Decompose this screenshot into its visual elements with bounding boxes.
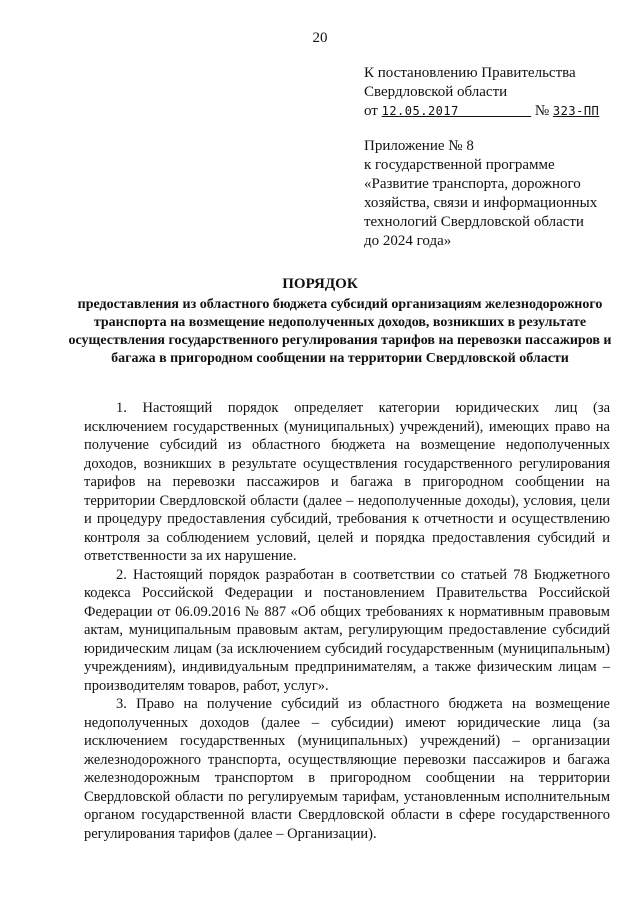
paragraph-2: 2. Настоящий порядок разработан в соответствии со статьей 78 Бюджетного кодекса Российской Федерации и постановлением Правительства Российской Федерации от 06.09.2016 № 887 «Об общих требованиях к нормативным правовым актам, муниципальным правовым актам, регулирующим предоставление субсидий юридическим лицам (за исключением субсидий государственным (муниципальным) учреждениям), индивидуальным предпринимателям, а также физическим лицам – производителям товаров, работ, услуг». [84,566,610,694]
resolution-date-line [364,102,614,121]
paragraph-3: 3. Право на получение субсидий из областного бюджета на возмещение недополученных доходов (далее – субсидии) имеют юридические лица (за исключением государственных (муниципальных) учреждений) – организации железнодорожного транспорта, осуществляющие перевозки пассажиров и багажа железнодорожным транспортом в пригородном сообщении на территории Свердловской области по регулируемым тарифам, установленным исполнительным органом государственной власти Свердловской области в сфере государственного регулирования тарифов (далее – Организации). [84,696,610,842]
appendix-line: технологий Свердловской области [364,214,584,230]
page-number: 20 [312,30,328,46]
paragraph-1: 1. Настоящий порядок определяет категории юридических лиц (за исключением государственных (муниципальных) учреждений), имеющих право на получение субсидий из областного бюджета на возмещение недополученных доходов, возникших в результате осуществления государственного регулирования тарифов на перевозки пассажиров и багажа в пригородном сообщении на территории Свердловской области (далее – недополученные доходы), условия, цели и процедуру предоставления субсидий, требования к отчетности и осуществлению контроля за соблюдением условий, целей и порядка предоставления субсидий и ответственности за их нарушение. [84,400,610,564]
document-subtitle: предоставления из областного бюджета субсидий организациям железнодорожного транспорта на возмещение недополученных доходов, возникших в результате осуществления государственного регулирования тарифов на перевозки пассажиров и багажа в пригородном сообщении на территории Свердловской области [68,297,612,366]
resolution-date: 12.05.2017 [381,104,459,118]
document-title: ПОРЯДОК [282,276,358,292]
appendix-line: к государственной программе [364,157,555,173]
appendix-line: до 2024 года» [364,233,452,249]
number-prefix: № [534,103,550,119]
appendix-reference [364,137,624,251]
resolution-line-2: Свердловской области [364,84,508,100]
date-prefix: от [364,103,378,119]
resolution-line-1: К постановлению Правительства [364,65,576,81]
appendix-line: «Развитие транспорта, дорожного [364,176,581,192]
appendix-line: Приложение № 8 [364,138,474,154]
resolution-reference [364,64,614,121]
document-body [84,399,610,843]
resolution-number: 323-ПП [552,104,600,118]
appendix-line: хозяйства, связи и информационных [364,195,598,211]
